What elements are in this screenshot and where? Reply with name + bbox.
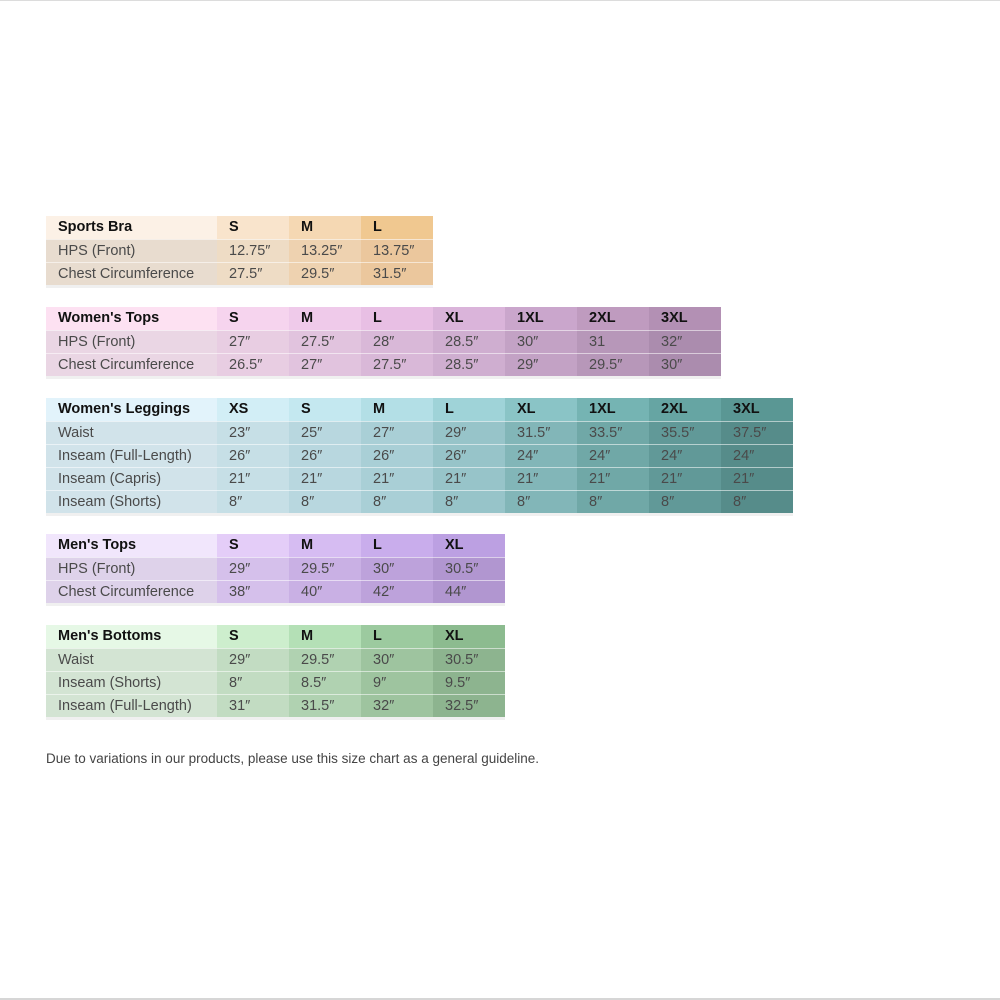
measurement-value: 35.5″ (649, 421, 721, 444)
measurement-value: 42″ (361, 580, 433, 603)
measurement-value: 30″ (361, 557, 433, 580)
measurement-value: 26″ (289, 444, 361, 467)
table-header-row (46, 398, 793, 421)
measurement-value: 21″ (649, 467, 721, 490)
size-header-m: M (289, 625, 361, 648)
measurement-label: HPS (Front) (46, 557, 217, 580)
size-header-s: S (217, 534, 289, 557)
mens-bottoms-size-table (46, 625, 505, 720)
size-header-m: M (361, 398, 433, 421)
measurement-value: 28.5″ (433, 330, 505, 353)
table-title: Men's Bottoms (46, 625, 217, 648)
size-header-xl: XL (433, 307, 505, 330)
measurement-value: 13.25″ (289, 239, 361, 262)
measurement-value: 8.5″ (289, 671, 361, 694)
measurement-row-hps-front (46, 557, 505, 580)
measurement-value: 32.5″ (433, 694, 505, 717)
size-chart-disclaimer: Due to variations in our products, please use this size chart as a general guideline. (46, 751, 540, 766)
measurement-row-chest-circumference (46, 353, 721, 379)
measurement-value: 8″ (289, 490, 361, 513)
measurement-value: 8″ (217, 490, 289, 513)
measurement-value: 40″ (289, 580, 361, 603)
measurement-label: Inseam (Full-Length) (46, 444, 217, 467)
size-header-s: S (217, 216, 289, 239)
measurement-value: 26.5″ (217, 353, 289, 376)
measurement-value: 32″ (361, 694, 433, 717)
table-title: Men's Tops (46, 534, 217, 557)
measurement-value: 8″ (217, 671, 289, 694)
size-header-l: L (433, 398, 505, 421)
table-title: Sports Bra (46, 216, 217, 239)
measurement-value: 29.5″ (289, 557, 361, 580)
measurement-value: 26″ (217, 444, 289, 467)
measurement-value: 27″ (217, 330, 289, 353)
top-border (0, 0, 1000, 1)
size-header-l: L (361, 625, 433, 648)
measurement-value: 44″ (433, 580, 505, 603)
measurement-value: 38″ (217, 580, 289, 603)
measurement-label: Inseam (Capris) (46, 467, 217, 490)
table-header-row (46, 625, 505, 648)
measurement-row-hps-front (46, 239, 433, 262)
table-title: Women's Tops (46, 307, 217, 330)
size-header-l: L (361, 216, 433, 239)
table-title: Women's Leggings (46, 398, 217, 421)
table-header-row (46, 307, 721, 330)
measurement-label: Chest Circumference (46, 580, 217, 603)
measurement-row-hps-front (46, 330, 721, 353)
measurement-value: 21″ (217, 467, 289, 490)
measurement-value: 24″ (505, 444, 577, 467)
size-header-xl: XL (433, 534, 505, 557)
measurement-value: 31.5″ (361, 262, 433, 285)
measurement-value: 28.5″ (433, 353, 505, 376)
table-header-row (46, 216, 433, 239)
measurement-value: 31″ (217, 694, 289, 717)
measurement-value: 27.5″ (289, 330, 361, 353)
size-header-s: S (217, 307, 289, 330)
size-header-m: M (289, 216, 361, 239)
measurement-label: Waist (46, 421, 217, 444)
measurement-value: 28″ (361, 330, 433, 353)
measurement-value: 31 (577, 330, 649, 353)
measurement-value: 31.5″ (289, 694, 361, 717)
measurement-value: 30″ (361, 648, 433, 671)
measurement-value: 21″ (361, 467, 433, 490)
measurement-label: Waist (46, 648, 217, 671)
measurement-value: 29.5″ (289, 262, 361, 285)
measurement-value: 27″ (361, 421, 433, 444)
size-header-s: S (217, 625, 289, 648)
size-header-xs: XS (217, 398, 289, 421)
size-header-1xl: 1XL (577, 398, 649, 421)
measurement-value: 21″ (577, 467, 649, 490)
measurement-value: 32″ (649, 330, 721, 353)
measurement-value: 8″ (649, 490, 721, 513)
measurement-row-waist (46, 421, 793, 444)
size-header-2xl: 2XL (577, 307, 649, 330)
measurement-value: 23″ (217, 421, 289, 444)
measurement-value: 29″ (217, 648, 289, 671)
measurement-value: 8″ (721, 490, 793, 513)
size-header-m: M (289, 307, 361, 330)
measurement-row-chest-circumference (46, 580, 505, 606)
measurement-row-waist (46, 648, 505, 671)
measurement-value: 26″ (361, 444, 433, 467)
sports-bra-size-table (46, 216, 433, 288)
measurement-value: 8″ (433, 490, 505, 513)
measurement-value: 9″ (361, 671, 433, 694)
measurement-value: 29″ (433, 421, 505, 444)
measurement-value: 24″ (577, 444, 649, 467)
size-header-2xl: 2XL (649, 398, 721, 421)
measurement-label: HPS (Front) (46, 239, 217, 262)
measurement-row-inseam-full-length (46, 694, 505, 720)
measurement-value: 24″ (721, 444, 793, 467)
measurement-value: 29″ (505, 353, 577, 376)
measurement-label: Inseam (Shorts) (46, 671, 217, 694)
size-header-l: L (361, 534, 433, 557)
measurement-value: 37.5″ (721, 421, 793, 444)
measurement-value: 27.5″ (361, 353, 433, 376)
measurement-label: Chest Circumference (46, 353, 217, 376)
measurement-value: 21″ (721, 467, 793, 490)
size-header-m: M (289, 534, 361, 557)
measurement-value: 21″ (433, 467, 505, 490)
measurement-value: 8″ (577, 490, 649, 513)
measurement-label: Chest Circumference (46, 262, 217, 285)
measurement-row-inseam-capris (46, 467, 793, 490)
measurement-value: 25″ (289, 421, 361, 444)
measurement-value: 8″ (361, 490, 433, 513)
womens-leggings-size-table (46, 398, 793, 516)
measurement-value: 21″ (505, 467, 577, 490)
measurement-value: 31.5″ (505, 421, 577, 444)
measurement-value: 29.5″ (289, 648, 361, 671)
measurement-value: 30.5″ (433, 557, 505, 580)
table-header-row (46, 534, 505, 557)
measurement-value: 24″ (649, 444, 721, 467)
mens-tops-size-table (46, 534, 505, 606)
size-header-xl: XL (505, 398, 577, 421)
measurement-value: 30.5″ (433, 648, 505, 671)
measurement-label: HPS (Front) (46, 330, 217, 353)
measurement-value: 12.75″ (217, 239, 289, 262)
measurement-value: 21″ (289, 467, 361, 490)
measurement-value: 29″ (217, 557, 289, 580)
measurement-row-inseam-shorts (46, 490, 793, 516)
measurement-value: 27.5″ (217, 262, 289, 285)
measurement-row-inseam-shorts (46, 671, 505, 694)
size-header-s: S (289, 398, 361, 421)
size-header-l: L (361, 307, 433, 330)
measurement-value: 26″ (433, 444, 505, 467)
measurement-value: 8″ (505, 490, 577, 513)
measurement-value: 27″ (289, 353, 361, 376)
measurement-value: 13.75″ (361, 239, 433, 262)
measurement-label: Inseam (Shorts) (46, 490, 217, 513)
measurement-value: 30″ (649, 353, 721, 376)
measurement-value: 30″ (505, 330, 577, 353)
measurement-row-inseam-full-length (46, 444, 793, 467)
size-header-1xl: 1XL (505, 307, 577, 330)
measurement-row-chest-circumference (46, 262, 433, 288)
measurement-value: 29.5″ (577, 353, 649, 376)
size-header-3xl: 3XL (649, 307, 721, 330)
measurement-value: 9.5″ (433, 671, 505, 694)
size-header-3xl: 3XL (721, 398, 793, 421)
measurement-label: Inseam (Full-Length) (46, 694, 217, 717)
womens-tops-size-table (46, 307, 721, 379)
size-header-xl: XL (433, 625, 505, 648)
measurement-value: 33.5″ (577, 421, 649, 444)
